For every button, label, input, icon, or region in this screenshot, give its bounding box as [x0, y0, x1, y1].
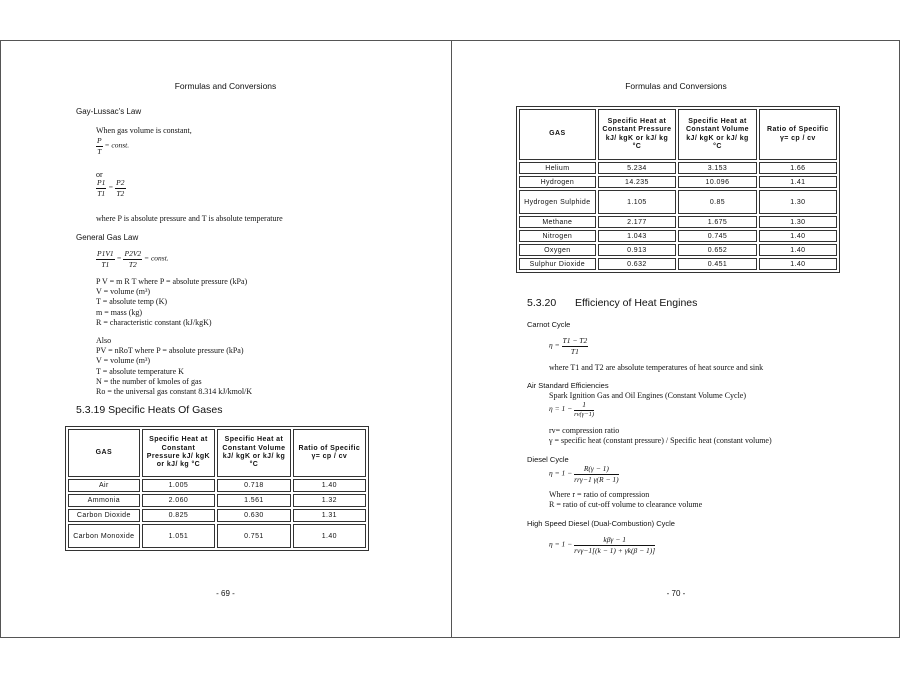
- specific-heats-table-1: [65, 426, 369, 551]
- diesel-equation: η = 1 − $\frac{R(\gamma - 1)}{\text{rrγ−1 γ(R − 1)}}$: [549, 464, 619, 484]
- gay-lussac-equation: $\frac{P}{T}$ = const.: [97, 136, 130, 156]
- header-cp: Specific Heat at Constant Pressure kJ/ kgK or kJ/ kg °C: [142, 429, 216, 477]
- air-standard-subtitle: Spark Ignition Gas and Oil Engines (Constant Volume Cycle): [549, 391, 747, 400]
- general-gas-definitions: P V = m R T where P = absolute pressure (kPa) V = volume (m³) T = absolute temp (K) m = mass (kg) R = characteristic constant (kJ/kgK): [96, 277, 248, 327]
- carnot-equation: η = $\frac{T1 - T2}{T1}$: [549, 336, 588, 356]
- table-row: Hydrogen 14.235 10.096 1.41: [519, 176, 837, 188]
- table-row: Hydrogen Sulphide 1.105 0.85 1.30: [519, 190, 837, 214]
- diesel-definitions: Where r = ratio of compression R = ratio of cut-off volume to clearance volume: [549, 490, 703, 509]
- table-row: Helium 5.234 3.153 1.66: [519, 162, 837, 174]
- general-gas-title: General Gas Law: [76, 233, 139, 242]
- gay-lussac-intro: When gas volume is constant,: [96, 126, 192, 135]
- section-title-5-3-19: 5.3.19 Specific Heats Of Gases: [76, 404, 223, 416]
- table-row: Sulphur Dioxide 0.632 0.451 1.40: [519, 258, 837, 270]
- general-gas-equation: $\frac{P1V1}{T1}$ = $\frac{P2V2}{T2}$ = const.: [97, 249, 169, 269]
- table-header-row: [68, 429, 366, 477]
- section-title-5-3-20: Efficiency of Heat Engines: [575, 297, 698, 309]
- section-number-5-3-20: 5.3.20: [527, 297, 557, 309]
- also-definitions: Also PV = nRoT where P = absolute pressure (kPa) V = volume (m³) T = absolute temperature K N = the number of kmoles of gas Ro = the universal gas constant 8.314 kJ/kmol/K: [96, 336, 253, 397]
- diesel-title: Diesel Cycle: [527, 455, 569, 464]
- table-header-row: [519, 109, 837, 160]
- page-69: [0, 40, 451, 638]
- page-header: Formulas and Conversions: [625, 81, 727, 91]
- page-number: - 69 -: [216, 589, 235, 598]
- gay-lussac-equation-2: $\frac{P1}{T1}$ = $\frac{P2}{T2}$: [97, 178, 125, 198]
- gay-lussac-where: where P is absolute pressure and T is absolute temperature: [96, 214, 283, 223]
- air-standard-title: Air Standard Efficiencies: [527, 381, 609, 390]
- header-cv: Specific Heat at Constant Volume kJ/ kgK or kJ/ kg °C: [678, 109, 757, 160]
- air-standard-equation: η = 1 − $\frac{1}{rv(\gamma-1)}$: [549, 400, 595, 418]
- gay-lussac-title: Gay-Lussac's Law: [76, 107, 142, 116]
- air-standard-definitions: rv= compression ratio γ = specific heat (constant pressure) / Specific heat (constant volume): [549, 426, 772, 445]
- header-gas: GAS: [519, 109, 596, 160]
- table-row: Nitrogen 1.043 0.745 1.40: [519, 230, 837, 242]
- or-text: or: [96, 170, 103, 179]
- page-number: - 70 -: [666, 589, 686, 598]
- specific-heats-table-2: [516, 106, 840, 273]
- table-row: Air 1.005 0.718 1.40: [68, 479, 366, 492]
- high-speed-diesel-equation: η = 1 − $\frac{\text{kβγ − 1}}{\text{rvγ−1[(k − 1) + γk(β − 1)]}}$: [549, 535, 656, 555]
- header-cv: Specific Heat at Constant Volume kJ/ kgK or kJ/ kg °C: [217, 429, 291, 477]
- carnot-title: Carnot Cycle: [527, 320, 571, 329]
- table-row: Methane 2.177 1.675 1.30: [519, 216, 837, 228]
- carnot-where: where T1 and T2 are absolute temperatures of heat source and sink: [549, 363, 764, 372]
- header-ratio: Ratio of Specific γ= cp / cv: [293, 429, 366, 477]
- high-speed-diesel-title: High Speed Diesel (Dual-Combustion) Cycle: [527, 519, 675, 528]
- header-gas: GAS: [68, 429, 140, 477]
- table-row: Oxygen 0.913 0.652 1.40: [519, 244, 837, 256]
- page-70: [452, 40, 900, 638]
- header-cp: Specific Heat at Constant Pressure kJ/ kgK or kJ/ kg °C: [598, 109, 677, 160]
- table-row: Carbon Monoxide 1.051 0.751 1.40: [68, 524, 366, 548]
- header-ratio: Ratio of Specific γ= cp / cv: [759, 109, 837, 160]
- page-header: Formulas and Conversions: [174, 81, 277, 91]
- table-row: Carbon Dioxide 0.825 0.630 1.31: [68, 509, 366, 522]
- table-row: Ammonia 2.060 1.561 1.32: [68, 494, 366, 507]
